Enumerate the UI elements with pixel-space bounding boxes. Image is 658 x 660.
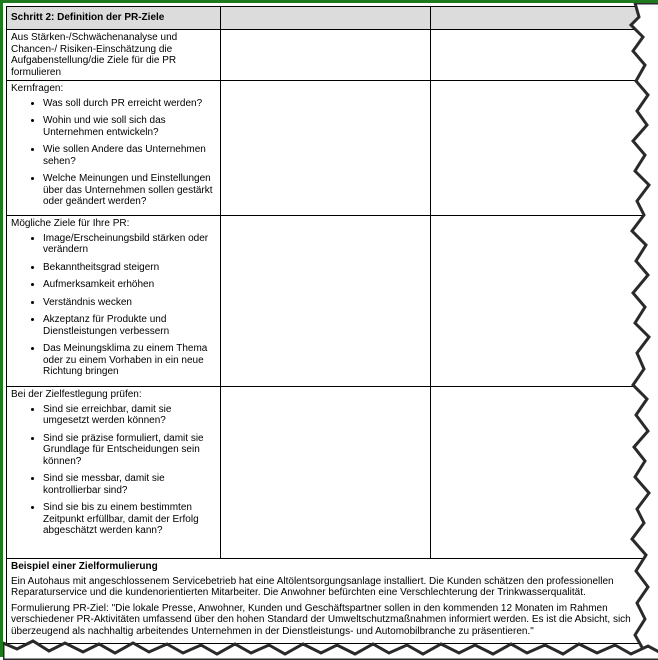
step-title: Schritt 2: Definition der PR-Ziele: [7, 7, 221, 30]
example-title: Beispiel einer Zielformulierung: [11, 561, 654, 573]
possible-goals-list: [11, 233, 216, 378]
key-questions-cell: [7, 81, 221, 216]
header-col-2: [221, 7, 431, 30]
list-item: • Das Meinungsklima zu einem Thema oder zu einem Vorhaben in ein neue Richtung bringen: [43, 343, 216, 378]
row-label-check-criteria: Bei der Zielfestlegung prüfen:: [11, 389, 216, 401]
table-row: [7, 30, 658, 81]
input-cell[interactable]: [221, 216, 431, 387]
list-item: • Sind sie messbar, damit sie kontrollierbar sind?: [43, 473, 216, 496]
table-row: [7, 387, 658, 559]
input-cell[interactable]: [431, 387, 658, 559]
possible-goals-cell: [7, 216, 221, 387]
list-item: • Bekanntheitsgrad steigern: [43, 262, 216, 274]
list-item: • Wohin und wie soll sich das Unternehmen entwickeln?: [43, 115, 216, 138]
row-label-possible-goals: Mögliche Ziele für Ihre PR:: [11, 218, 216, 230]
example-cell: [7, 559, 658, 644]
input-cell[interactable]: [221, 30, 431, 81]
header-col-3: [431, 7, 658, 30]
table-row: [7, 216, 658, 387]
key-questions-list: [11, 98, 216, 208]
list-item: • Was soll durch PR erreicht werden?: [43, 98, 216, 110]
input-cell[interactable]: [221, 387, 431, 559]
list-item: • Sind sie bis zu einem bestimmten Zeitpunkt erfüllbar, damit der Erfolg abgeschätzt werden kann?: [43, 502, 216, 537]
check-criteria-list: [11, 404, 216, 537]
list-item: • Welche Meinungen und Einstellungen über das Unternehmen sollen gestärkt oder geändert werden?: [43, 173, 216, 208]
check-criteria-cell: [7, 387, 221, 559]
list-item: • Wie sollen Andere das Unternehmen sehen?: [43, 144, 216, 167]
table-row: [7, 81, 658, 216]
example-paragraph: Ein Autohaus mit angeschlossenem Servicebetrieb hat eine Altölentsorgungsanlage installiert. Die Kunden schätzen den professionellen Reparaturservice und die kundenorientierten Mitarbeiter. Die Anwohner befürchten eine Verschlechterung der Trinkwasserqualität.: [11, 576, 654, 599]
list-item: • Image/Erscheinungsbild stärken oder verändern: [43, 233, 216, 256]
list-item: • Verständnis wecken: [43, 297, 216, 309]
input-cell[interactable]: [221, 81, 431, 216]
list-item: • Sind sie erreichbar, damit sie umgesetzt werden können?: [43, 404, 216, 427]
input-cell[interactable]: [431, 30, 658, 81]
input-cell[interactable]: [431, 81, 658, 216]
row-label-key-questions: Kernfragen:: [11, 83, 216, 95]
list-item: • Aufmerksamkeit erhöhen: [43, 279, 216, 291]
example-goal-statement: Formulierung PR-Ziel: "Die lokale Presse, Anwohner, Kunden und Geschäftspartner sollen in den kommenden 12 Monaten im Rahmen verschiedener PR-Aktivitäten umfassend über den hohen Standard der Umweltschutzmaßnahmen informiert werden. Es ist die Absicht, sich überzeugend als nachhaltig arbeitendes Unternehmen in der Dienstleistungs- und Automobilbranche zu präsentieren.": [11, 603, 654, 638]
pr-goals-table: [6, 6, 658, 644]
table-header-row: [7, 7, 658, 30]
input-cell[interactable]: [431, 216, 658, 387]
row-label-task: Aus Stärken-/Schwächenanalyse und Chancen-/ Risiken-Einschätzung die Aufgabenstellung/die Ziele für die PR formulieren: [7, 30, 221, 81]
list-item: • Akzeptanz für Produkte und Dienstleistungen verbessern: [43, 314, 216, 337]
list-item: • Sind sie präzise formuliert, damit sie Grundlage für Entscheidungen sein können?: [43, 433, 216, 468]
example-row: [7, 559, 658, 644]
